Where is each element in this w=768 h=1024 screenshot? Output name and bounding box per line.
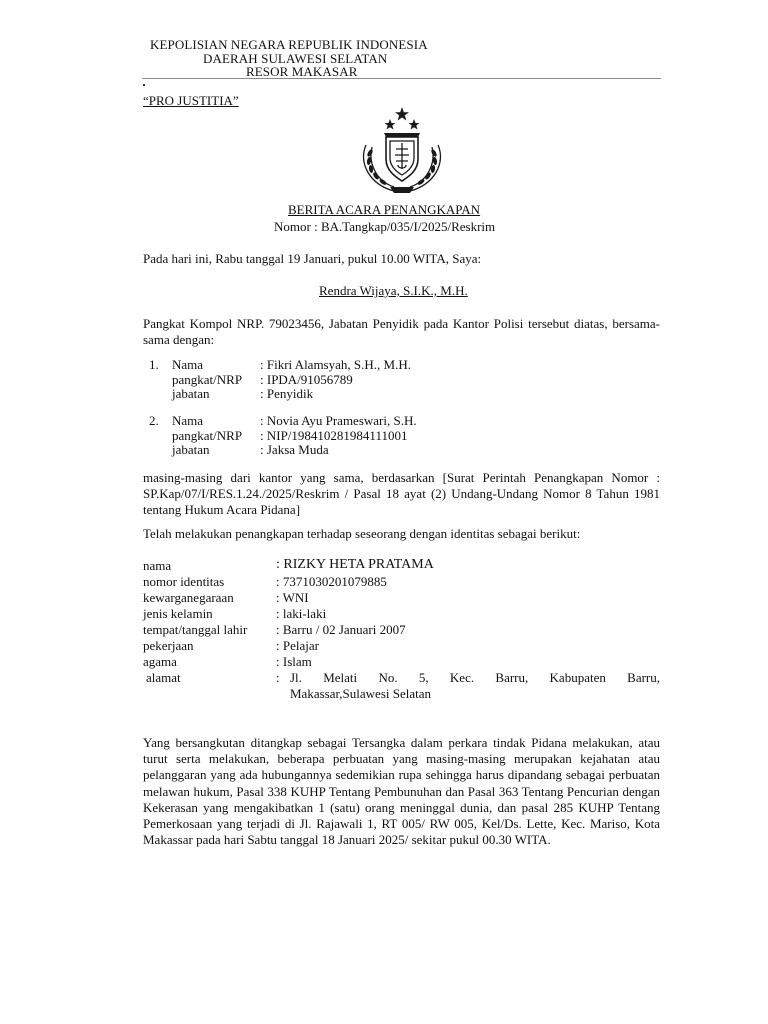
- officer-description: Pangkat Kompol NRP. 79023456, Jabatan Penyidik pada Kantor Polisi tersebut diatas, bersama-sama dengan:: [143, 316, 660, 347]
- address-colon: :: [276, 670, 280, 685]
- witness-label: Nama: [172, 357, 204, 372]
- intro-text: Pada hari ini, Rabu tanggal 19 Januari, pukul 10.00 WITA, Saya:: [143, 251, 482, 266]
- document-title: BERITA ACARA PENANGKAPAN: [288, 202, 481, 217]
- header-divider: [142, 78, 661, 79]
- document-number: Nomor : BA.Tangkap/035/I/2025/Reskrim: [274, 219, 496, 234]
- witness-value: : Jaksa Muda: [260, 442, 329, 457]
- witness-label: Nama: [172, 413, 204, 428]
- pro-justitia: “PRO JUSTITIA”: [143, 93, 239, 108]
- suspect-label: nama: [143, 558, 172, 573]
- address-label: alamat: [146, 670, 181, 685]
- suspect-value: : Islam: [276, 654, 312, 669]
- witness-label: jabatan: [172, 442, 210, 457]
- witness-number: 2.: [149, 413, 159, 428]
- basis-paragraph: masing-masing dari kantor yang sama, berdasarkan [Surat Perintah Penangkapan Nomor : SP.Kap/07/I/RES.1.24./2025/Reskrim / Pasal 18 ayat (2) Undang-Undang Nomor 8 Tahun 1981 tentang Hukum Acara Pidana]: [143, 470, 660, 517]
- suspect-value: : RIZKY HETA PRATAMA: [276, 557, 434, 572]
- suspect-label: pekerjaan: [143, 638, 194, 653]
- suspect-label: agama: [143, 654, 177, 669]
- police-emblem-icon: [350, 103, 454, 195]
- witness-label: pangkat/NRP: [172, 428, 243, 443]
- header-line-1: KEPOLISIAN NEGARA REPUBLIK INDONESIA: [150, 37, 428, 52]
- suspect-label: tempat/tanggal lahir: [143, 622, 248, 637]
- witness-value: : Penyidik: [260, 386, 314, 401]
- suspect-value: : Pelajar: [276, 638, 319, 653]
- witness-value: : Novia Ayu Prameswari, S.H.: [260, 413, 417, 428]
- suspect-label: jenis kelamin: [143, 606, 213, 621]
- witness-value: : Fikri Alamsyah, S.H., M.H.: [260, 357, 411, 372]
- closing-paragraph: Yang bersangkutan ditangkap sebagai Tersangka dalam perkara tindak Pidana melakukan, atau turut serta melakukan, beberapa perbuatan yang masing-masing merupakan kejahatan atau pelanggaran yang ada hubungannya sedemikian rupa sehingga harus dipandang sebagai perbuatan melawan hukum, Pasal 338 KUHP Tentang Pembunuhan dan Pasal 363 Tentang Pencurian dengan Kekerasan yang mengakibatkan 1 (satu) orang meninggal dunia, dan pasal 285 KUHP Tentang Pemerkosaan yang terjadi di Jl. Rajawali 1, RT 005/ RW 005, Kel/Ds. Lette, Kec. Mariso, Kota Makassar pada hari Sabtu tanggal 18 Januari 2025/ sekitar pukul 00.30 WITA.: [143, 735, 660, 848]
- witness-label: pangkat/NRP: [172, 372, 243, 387]
- suspect-value: : laki-laki: [276, 606, 327, 621]
- suspect-value: : Barru / 02 Januari 2007: [276, 622, 406, 637]
- header-line-2: DAERAH SULAWESI SELATAN: [203, 51, 388, 66]
- address-line-2: Makassar,Sulawesi Selatan: [290, 686, 432, 701]
- action-text: Telah melakukan penangkapan terhadap seseorang dengan identitas sebagai berikut:: [143, 526, 581, 541]
- suspect-label: nomor identitas: [143, 574, 225, 589]
- witness-label: jabatan: [172, 386, 210, 401]
- witness-number: 1.: [149, 357, 159, 372]
- header-line-3: RESOR MAKASAR: [246, 64, 358, 79]
- address-line-1: Jl. Melati No. 5, Kec. Barru, Kabupaten Barru,: [290, 670, 660, 685]
- witness-value: : NIP/198410281984111001: [260, 428, 408, 443]
- suspect-label: kewarganegaraan: [143, 590, 234, 605]
- officer-name: Rendra Wijaya, S.I.K., M.H.: [319, 283, 468, 298]
- suspect-value: : WNI: [276, 590, 309, 605]
- witness-value: : IPDA/91056789: [260, 372, 353, 387]
- header-dot: [143, 84, 145, 86]
- suspect-value: : 7371030201079885: [276, 574, 387, 589]
